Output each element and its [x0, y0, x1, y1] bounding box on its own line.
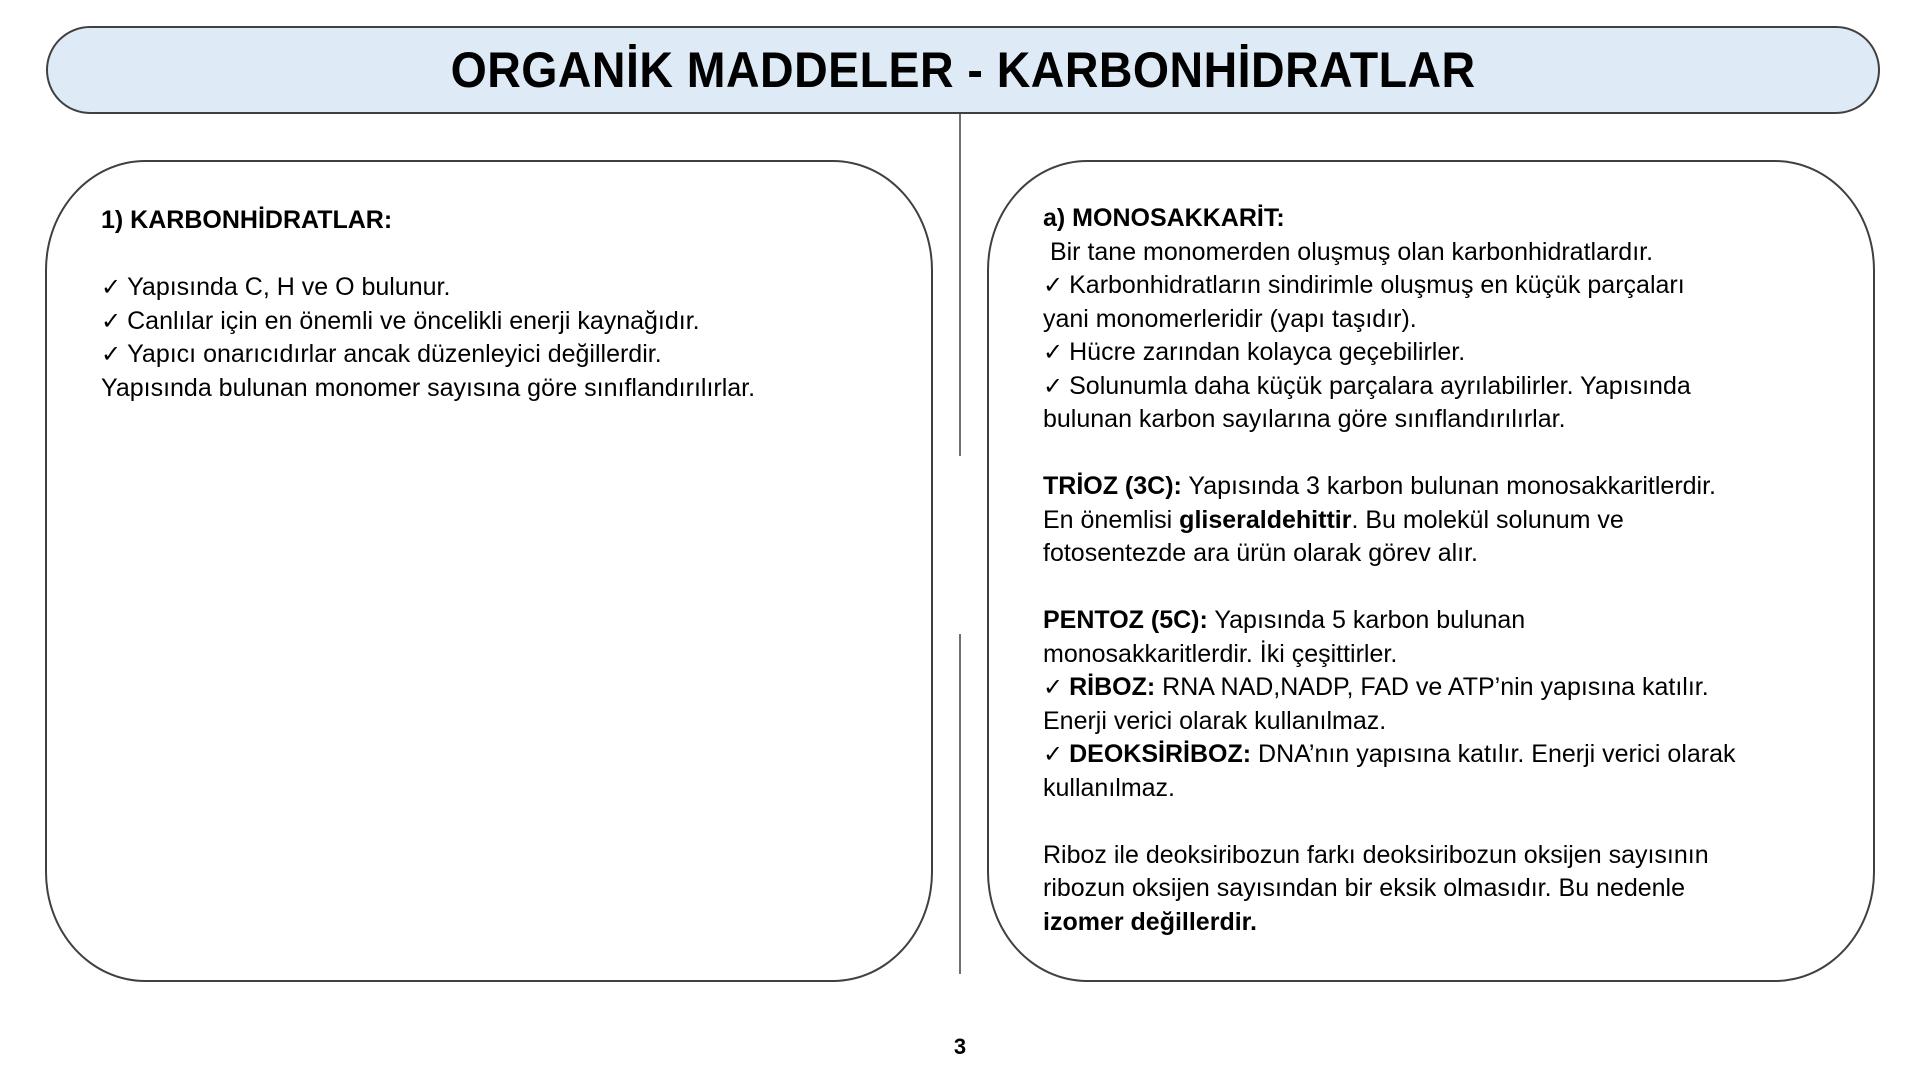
- trioz-line-3: fotosentezde ara ürün olarak görev alır.: [1043, 539, 1478, 567]
- summary-line-2: ribozun oksijen sayısından bir eksik olmasıdır. Bu nedenle: [1043, 874, 1686, 902]
- bullet-text: Karbonhidratların sindirimle oluşmuş en küçük parçaları: [1069, 271, 1685, 299]
- summary-conclusion: izomer değillerdir.: [1043, 907, 1257, 936]
- trioz-text: . Bu molekül solunum ve: [1351, 505, 1624, 534]
- check-icon: ✓: [1043, 673, 1064, 701]
- pentoz-text: Yapısında 5 karbon bulunan: [1207, 606, 1526, 634]
- riboz-text: RNA NAD,NADP, FAD ve ATP’nin yapısına katılır.: [1155, 673, 1709, 701]
- deoksiriboz-text: DNA’nın yapısına katılır. Enerji verici olarak: [1251, 740, 1736, 768]
- center-divider-bottom: [959, 634, 961, 974]
- pentoz-line-1: [1043, 604, 1736, 638]
- deoksiriboz-label: DEOKSİRİBOZ:: [1069, 740, 1252, 768]
- bullet-text: Canlılar için en önemli ve öncelikli enerji kaynağıdır.: [127, 306, 700, 335]
- trioz-text: Yapısında 3 karbon bulunan monosakkaritlerdir.: [1181, 472, 1717, 500]
- trioz-label: TRİOZ (3C):: [1043, 472, 1182, 500]
- bullet-continuation: yani monomerleridir (yapı taşıdır).: [1043, 304, 1417, 333]
- title-banner: [46, 26, 1880, 114]
- check-icon: ✓: [1043, 338, 1064, 366]
- bullet-text: Yapısında C, H ve O bulunur.: [127, 273, 451, 301]
- deoksiriboz-continuation: kullanılmaz.: [1043, 773, 1175, 802]
- bullet-item: [1043, 370, 1736, 404]
- check-icon: ✓: [1043, 271, 1064, 299]
- intro-text: Bir tane monomerden oluşmuş olan karbonhidratlardır.: [1043, 237, 1654, 266]
- page-number: 3: [953, 1034, 967, 1059]
- deoksiriboz-item: [1043, 738, 1736, 772]
- check-icon: ✓: [101, 340, 122, 368]
- bullet-item: [101, 338, 755, 372]
- summary-line-1: Riboz ile deoksiribozun farkı deoksiribozun oksijen sayısının: [1043, 840, 1709, 869]
- karbonhidratlar-panel: [45, 160, 933, 982]
- bullet-continuation: bulunan karbon sayılarına göre sınıflandırılırlar.: [1043, 405, 1566, 433]
- classification-note: Yapısında bulunan monomer sayısına göre sınıflandırılırlar.: [101, 373, 756, 402]
- center-divider-top: [959, 114, 961, 456]
- pentoz-label: PENTOZ (5C):: [1043, 606, 1208, 634]
- gliseraldehit-term: gliseraldehittir: [1179, 505, 1352, 534]
- check-icon: ✓: [101, 273, 122, 301]
- spacer: [1043, 571, 1736, 605]
- bullet-item: [1043, 336, 1736, 370]
- spacer: [101, 238, 755, 272]
- monosakkarit-panel: [987, 160, 1875, 982]
- page-title: ORGANİK MADDELER - KARBONHİDRATLAR: [450, 42, 1476, 98]
- riboz-label: RİBOZ:: [1069, 673, 1156, 701]
- section-heading: 1) KARBONHİDRATLAR:: [101, 206, 393, 234]
- bullet-text: Hücre zarından kolayca geçebilirler.: [1069, 338, 1466, 366]
- trioz-line-2: [1043, 504, 1736, 538]
- riboz-item: [1043, 671, 1736, 705]
- bullet-item: [101, 305, 755, 339]
- bullet-text: Yapıcı onarıcıdırlar ancak düzenleyici değillerdir.: [127, 340, 662, 368]
- check-icon: ✓: [1043, 740, 1064, 768]
- monosakkarit-content: [1043, 202, 1736, 939]
- karbonhidratlar-content: [101, 204, 755, 405]
- bullet-text: Solunumla daha küçük parçalara ayrılabilirler. Yapısında: [1069, 371, 1691, 400]
- check-icon: ✓: [101, 306, 122, 335]
- trioz-line-1: [1043, 470, 1736, 504]
- spacer: [1043, 805, 1736, 839]
- check-icon: ✓: [1043, 371, 1064, 400]
- bullet-item: [101, 271, 755, 305]
- trioz-text: En önemlisi: [1043, 505, 1180, 534]
- riboz-continuation: Enerji verici olarak kullanılmaz.: [1043, 706, 1387, 735]
- bullet-item: [1043, 269, 1736, 303]
- spacer: [1043, 437, 1736, 471]
- section-heading: a) MONOSAKKARİT:: [1043, 204, 1285, 232]
- pentoz-line-2: monosakkaritlerdir. İki çeşittirler.: [1043, 639, 1398, 668]
